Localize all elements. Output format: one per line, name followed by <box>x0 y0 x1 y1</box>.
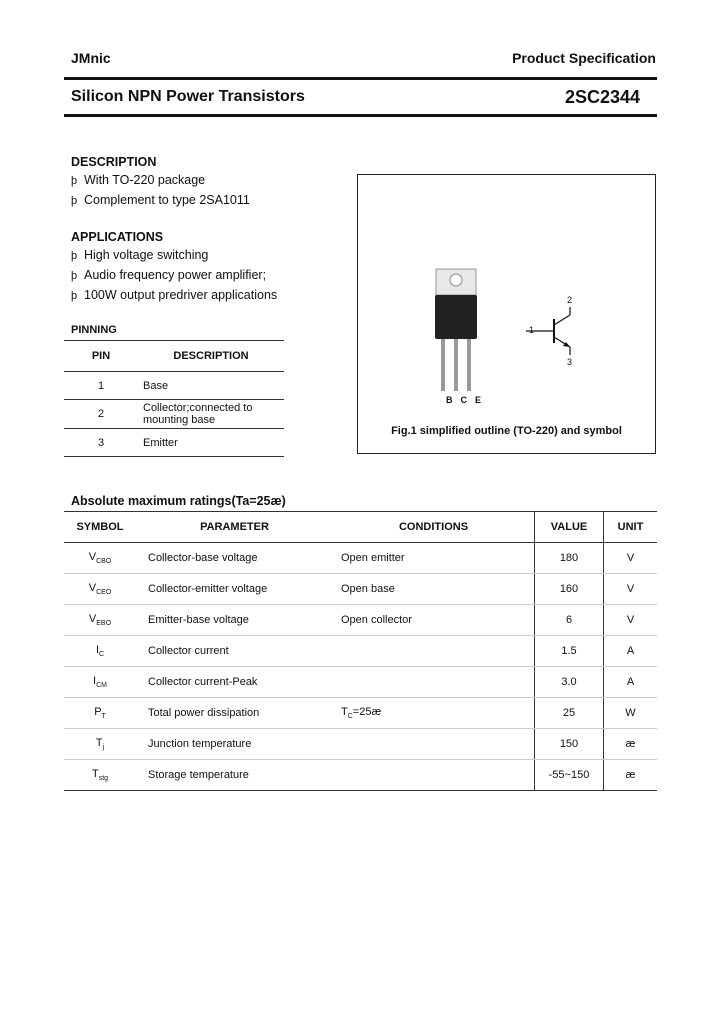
table-row: $V_{EBO}$ Emitter-base voltage Open collector 6 V <box>64 605 657 636</box>
column-header: PARAMETER <box>136 512 333 543</box>
ratings-heading: Absolute maximum ratings(Ta=25æ) <box>71 494 286 508</box>
document-title: Silicon NPN Power Transistors <box>71 88 305 105</box>
table-row: $V_{CBO}$ Collector-base voltage Open emitter 180 V <box>64 543 657 574</box>
pinning-table <box>64 340 284 457</box>
applications-heading: APPLICATIONS <box>71 230 164 244</box>
spec-label: Product Specification <box>512 50 656 66</box>
list-item: þ Audio frequency power amplifier; <box>71 268 267 282</box>
part-number: 2SC2344 <box>564 87 640 107</box>
description-heading: DESCRIPTION <box>71 155 157 169</box>
table-row: $I_C$ Collector current 1.5 A <box>64 636 657 667</box>
figure-box <box>357 174 656 454</box>
column-header: VALUE <box>535 512 604 543</box>
column-header: DESCRIPTION <box>138 341 284 372</box>
table-row: 3 Emitter <box>64 429 284 457</box>
table-row: 2 Collector;connected to mounting base <box>64 400 284 429</box>
to220-package-image <box>428 267 488 402</box>
header-rule <box>64 77 657 80</box>
table-row: $I_{CM}$ Collector current-Peak 3.0 A <box>64 667 657 698</box>
symbol-pin-1: 1 <box>529 325 535 335</box>
brand-name: JMnic <box>71 50 111 66</box>
lead-labels: BCE <box>446 395 490 405</box>
column-header: CONDITIONS <box>333 512 535 543</box>
list-item: þ 100W output predriver applications <box>71 288 278 302</box>
table-row: 1 Base <box>64 372 284 400</box>
title-rule <box>64 114 657 117</box>
table-row: $P_T$ Total power dissipation $T_C=25æ$ 25 W <box>64 698 657 729</box>
column-header: SYMBOL <box>64 512 136 543</box>
symbol-pin-2: 2 <box>567 295 573 305</box>
column-header: PIN <box>64 341 138 372</box>
table-row: $T_j$ Junction temperature 150 æ <box>64 729 657 760</box>
list-item: þ High voltage switching <box>71 248 209 262</box>
npn-transistor-symbol <box>526 293 596 373</box>
column-header: UNIT <box>604 512 658 543</box>
ratings-table <box>64 511 657 791</box>
symbol-pin-3: 3 <box>567 357 573 367</box>
list-item: þ With TO-220 package <box>71 173 206 187</box>
description-list <box>71 171 250 211</box>
pinning-heading: PINNING <box>71 324 117 336</box>
table-row: $T_{stg}$ Storage temperature -55~150 æ <box>64 760 657 791</box>
table-row: $V_{CEO}$ Collector-emitter voltage Open base 160 V <box>64 574 657 605</box>
figure-caption: Fig.1 simplified outline (TO-220) and symbol <box>391 425 622 437</box>
applications-list <box>71 246 277 306</box>
list-item: þ Complement to type 2SA1011 <box>71 193 250 207</box>
